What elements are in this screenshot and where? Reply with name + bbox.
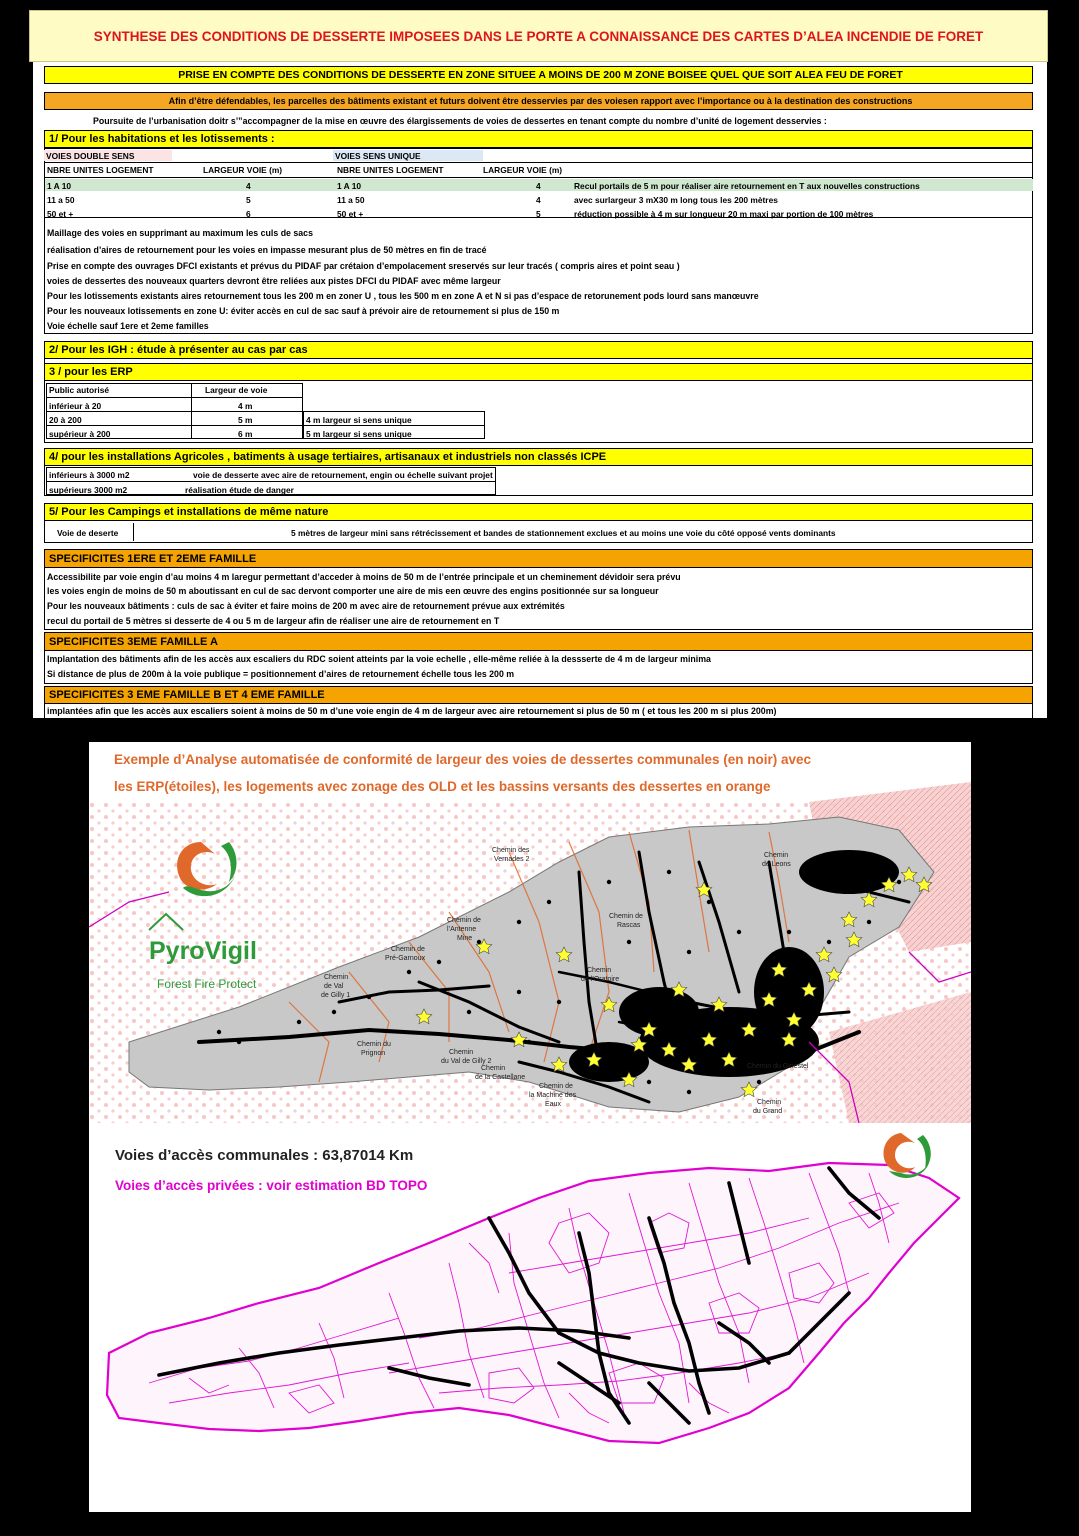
s3-r2-note: 4 m largeur si sens unique [306, 415, 412, 425]
s5-key: Voie de deserte [57, 528, 119, 538]
road-label: Chemin des [492, 847, 530, 854]
section1-title: 1/ Pour les habitations et les lotissements : [44, 130, 1033, 148]
road-label: Chemin du [357, 1041, 391, 1048]
spec1-line: recul du portail de 5 mètres si desserte de 4 ou 5 m de largeur afin de réaliser une aire de retournement en T [47, 616, 500, 626]
road-label: Chemin [757, 1099, 782, 1106]
s1-line: Voie échelle sauf 1ere et 2eme familles [47, 321, 209, 331]
s1-line: Pour les nouveaux lotissements en zone U: éviter accès en cul de sac sauf à prévoir aire de retournement si plus de 150 m [47, 306, 560, 316]
s4-r1-key: inférieurs à 3000 m2 [49, 470, 130, 480]
s3-r1-width: 4 m [238, 401, 253, 411]
s1-r1-width: 4 [246, 181, 251, 191]
spec1-line: Accessibilite par voie engin d’au moins 4 m laregur permettant d’acceder à moins de 50 m de l’entrée principale et un cheminement dévidoir sera prévu [47, 572, 681, 582]
road-label: Chemin [587, 967, 612, 974]
s3-h-width: Largeur de voie [205, 385, 268, 395]
s4-r2-value: réalisation étude de danger [185, 485, 294, 495]
road-label: de Leons [762, 861, 791, 868]
spec2-line: Si distance de plus de 200m à la voie publique = positionnement d’aires de retournement échelle tous les 200 m [47, 669, 515, 679]
s3-r2-public: 20 à 200 [49, 415, 82, 425]
road-label: Rascas [617, 922, 641, 929]
s1-r2-note: avec surlargeur 3 mX30 m long tous les 200 mètres [574, 195, 778, 205]
section3-title: 3 / pour les ERP [44, 363, 1033, 381]
road-label: l’Antenne [447, 926, 477, 933]
s1-line: Prise en compte des ouvrages DFCI existants et prévus du PIDAF par crétaion d’empolacement sreservés sur leur tracés ( compris aires et point seau ) [47, 261, 680, 271]
s4-r2-key: supérieurs 3000 m2 [49, 485, 128, 495]
map-caption-line1: Exemple d’Analyse automatisée de conformité de largeur des voies de dessertes communales (en noir) avec [114, 752, 812, 767]
s5-divider [133, 523, 134, 541]
s1-r2-units: 11 a 50 [47, 195, 75, 205]
s1-r2-units2: 11 a 50 [337, 195, 365, 205]
road-label: la Machine des [529, 1092, 577, 1099]
road-label: Chemin [449, 1049, 474, 1056]
road-label: du Grand [753, 1108, 783, 1115]
road-label: Pré-Garnoux [385, 955, 426, 962]
s1-h-units: NBRE UNITES LOGEMENT [47, 165, 154, 175]
spec1-line: les voies engin de moins de 50 m aboutissant en cul de sac dervont comporter une aire de mis een œuvre des engins positionnée sur sa longueur [47, 586, 659, 596]
road-label: Chemin [764, 852, 789, 859]
road-label: Chemin de [447, 917, 481, 924]
main-heading: PRISE EN COMPTE DES CONDITIONS DE DESSERTE EN ZONE SITUEE A MOINS DE 200 M ZONE BOISEE QUEL QUE SOIT ALEA FEU DE FORET [44, 66, 1033, 84]
communal-length-text: Voies d’accès communales : 63,87014 Km [115, 1147, 414, 1164]
section2-title: 2/ Pour les IGH : étude à présenter au cas par cas [44, 341, 1033, 359]
road-label: Chemin de [609, 913, 643, 920]
intro-band: Afin d’être défendables, les parcelles des bâtiments existant et futurs doivent être desservies par des voiesen rapport avec l’importance ou à la destination des constructions [44, 92, 1033, 110]
section4-title: 4/ pour les installations Agricoles , batiments à usage tertiaires, artisanaux et industriels non classés ICPE [44, 448, 1033, 466]
road-label: du Val de Gilly 2 [441, 1058, 492, 1065]
s1-r1-width2: 4 [536, 181, 541, 191]
road-label: Eaux [545, 1101, 561, 1108]
road-label: Mine [457, 935, 473, 942]
s1-r3-width2: 5 [536, 209, 541, 219]
double-sense-label: VOIES DOUBLE SENS [46, 151, 135, 161]
document-title: SYNTHESE DES CONDITIONS DE DESSERTE IMPOSEES DANS LE PORTE A CONNAISSANCE DES CARTES D’ALEA INCENDIE DE FORET [29, 10, 1048, 62]
brand-name: PyroVigil [149, 937, 257, 965]
s1-h-width2: LARGEUR VOIE (m) [483, 165, 563, 175]
s1-line: Pour les lotissements existants aires retournement tous les 200 m en zoner U , tous les 500 m en zone A et N si pas d’espace de retorunement pods lourd sans manœuvre [47, 291, 759, 301]
s1-line: réalisation d’aires de retournement pour les voies en impasse mesurant plus de 50 mètres en fin de tracé [47, 245, 487, 255]
s1-r3-note: réduction possible à 4 m sur longueur 20 m maxi par portion de 100 mètres [574, 209, 874, 219]
s3-r3-width: 6 m [238, 429, 253, 439]
s3-r2-width: 5 m [238, 415, 253, 425]
single-sense-label: VOIES SENS UNIQUE [335, 151, 421, 161]
section5-title: 5/ Pour les Campings et installations de même nature [44, 503, 1033, 521]
subintro-text: Poursuite de l’urbanisation doitr s’”accompagner de la mise en œuvre des élargissements de voies de dessertes en tenant compte du nombre d’unité de logement desservies : [93, 116, 827, 126]
s3-r3-public: supérieur à 200 [49, 429, 111, 439]
analysis-map [89, 742, 971, 1123]
spec2-title: SPECIFICITES 3EME FAMILLE A [44, 632, 1033, 651]
s1-r1-note: Recul portails de 5 m pour réaliser aire retournement en T aux nouvelles constructions [574, 181, 920, 191]
private-roads-text: Voies d’accès privées : voir estimation BD TOPO [115, 1178, 428, 1193]
s3-h-public: Public autorisé [49, 385, 110, 395]
road-label: Chemin [481, 1065, 506, 1072]
s3-divider [46, 397, 303, 398]
road-label: Vernades 2 [494, 856, 530, 863]
s1-r3-units: 50 et + [47, 209, 74, 219]
spec3-line: implantées afin que les accès aux escaliers soient à moins de 50 m d’une voie engin de 4 m de largeur avec aire retournement si plus de 50 m ( et tous les 200 m si plus 200m) [47, 706, 777, 716]
s1-r2-width2: 4 [536, 195, 541, 205]
road-network-map [89, 1123, 971, 1512]
conditions-sheet [33, 62, 1047, 718]
road-label: Prignon [361, 1050, 386, 1057]
analysis-map-canvas [89, 742, 971, 1123]
s1-line: voies de dessertes des nouveaux quarters devront être reliées aux pistes DFCI du PIDAF avec même largeur [47, 276, 501, 286]
brand-tagline: Forest Fire Protect [157, 977, 257, 991]
s1-r1-units: 1 A 10 [47, 181, 72, 191]
s1-r2-width: 5 [246, 195, 251, 205]
s1-r1-units2: 1 A 10 [337, 181, 362, 191]
road-label: de la Castellane [475, 1074, 526, 1081]
road-label: de Val [324, 983, 344, 990]
road-network-canvas [89, 1123, 971, 1512]
s1-h-width: LARGEUR VOIE (m) [203, 165, 283, 175]
s1-r3-width: 6 [246, 209, 251, 219]
spec2-line: Implantation des bâtiments afin de les accès aux escaliers du RDC soient atteints par la voie echelle , elle-même reliée à la dessserte de 4 m de largeur minima [47, 654, 711, 664]
s3-r3-note: 5 m largeur si sens unique [306, 429, 412, 439]
s5-value: 5 mètres de largeur mini sans rétrécissement et bandes de stationnement exclues et au moins une voie du côté opposé vents dominants [291, 528, 836, 538]
road-label: Chemin [324, 974, 349, 981]
s4-divider [46, 481, 496, 482]
road-label: Chemin du Ginestel [747, 1063, 809, 1070]
s1-r3-units2: 50 et + [337, 209, 364, 219]
spec3-title: SPECIFICITES 3 EME FAMILLE B ET 4 EME FAMILLE [44, 686, 1033, 704]
map-caption-line2: les ERP(étoiles), les logements avec zonage des OLD et les bassins versants des dessertes en orange [114, 779, 771, 794]
road-label: de l’Oratoire [581, 976, 620, 983]
spec1-line: Pour les nouveaux bâtiments : culs de sac à éviter et faire moins de 200 m avec aire de retournement prévue aux extrémités [47, 601, 565, 611]
road-label: de Gilly 1 [321, 992, 351, 999]
s3-r1-public: inférieur à 20 [49, 401, 102, 411]
road-label: Chemin de [539, 1083, 573, 1090]
road-label: Chemin de [391, 946, 425, 953]
spec1-title: SPECIFICITES 1ERE ET 2EME FAMILLE [44, 549, 1033, 568]
s1-h-units2: NBRE UNITES LOGEMENT [337, 165, 444, 175]
s1-line: Maillage des voies en supprimant au maximum les culs de sacs [47, 228, 313, 238]
s4-r1-value: voie de desserte avec aire de retournement, engin ou échelle suivant projet [193, 470, 493, 480]
